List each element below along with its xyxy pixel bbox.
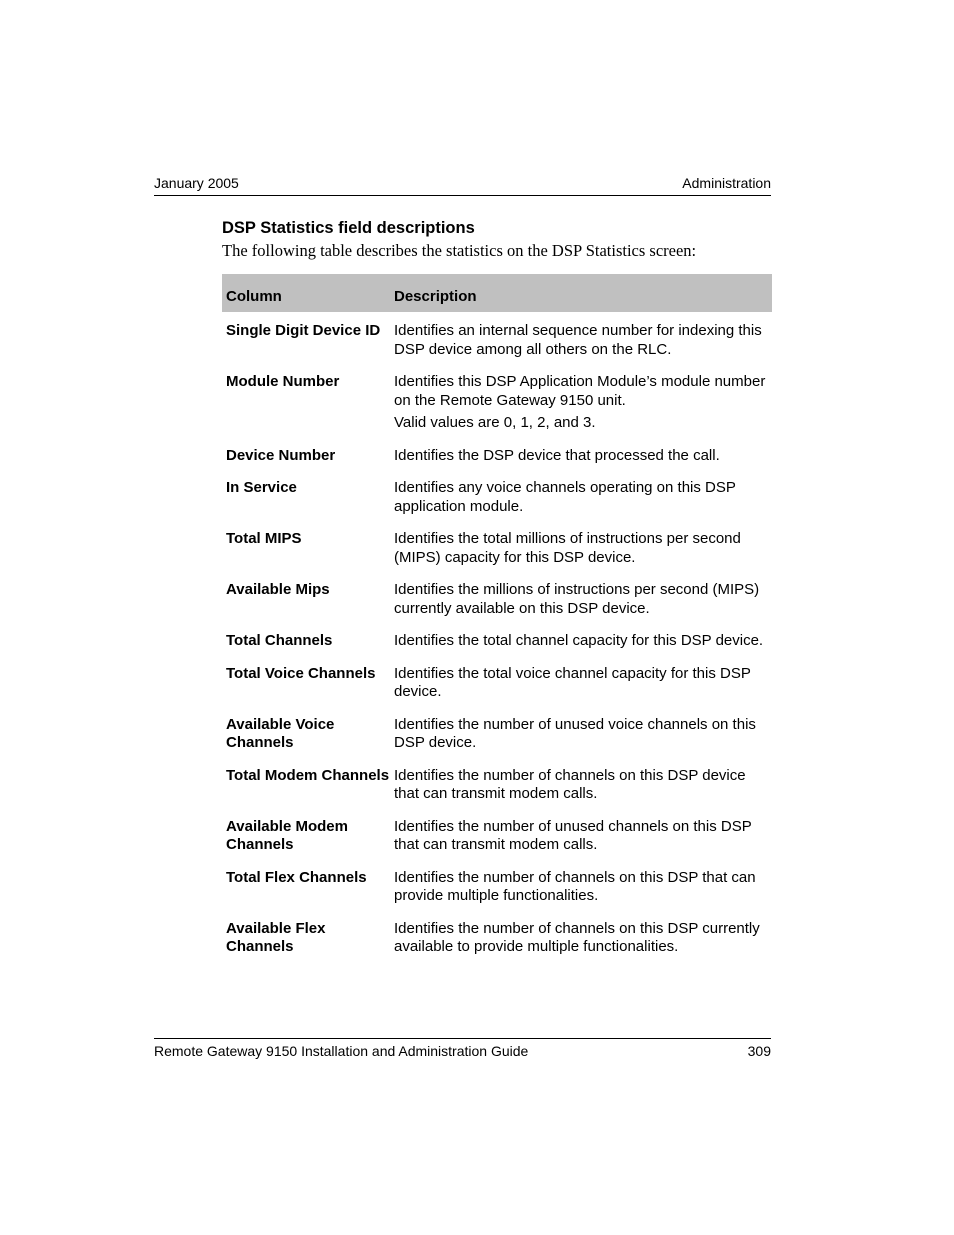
description-paragraph: Identifies the number of channels on this DSP device that can transmit modem calls. bbox=[394, 766, 746, 802]
table-body bbox=[222, 312, 772, 971]
footer-title: Remote Gateway 9150 Installation and Administration Guide bbox=[154, 1043, 529, 1059]
table-row bbox=[222, 322, 772, 373]
row-column-name: Single Digit Device ID bbox=[226, 322, 381, 339]
description-paragraph: Identifies this DSP Application Module’s module number on the Remote Gateway 9150 unit. bbox=[394, 373, 766, 409]
description-paragraph: Valid values are 0, 1, 2, and 3. bbox=[394, 414, 596, 431]
row-description bbox=[394, 322, 768, 359]
row-description bbox=[394, 447, 768, 466]
row-column-name: Available Flex Channels bbox=[226, 919, 326, 955]
table-row bbox=[222, 767, 772, 818]
table-row bbox=[222, 530, 772, 581]
table-row bbox=[222, 818, 772, 869]
description-paragraph: Identifies the number of channels on this DSP that can provide multiple functionalities. bbox=[394, 868, 756, 904]
row-description bbox=[394, 716, 768, 753]
row-column-name: Total Flex Channels bbox=[226, 868, 367, 886]
table-row bbox=[222, 581, 772, 632]
row-column-name: Total Channels bbox=[226, 632, 333, 649]
row-description bbox=[394, 632, 768, 651]
description-header: Description bbox=[394, 288, 477, 305]
row-description bbox=[394, 767, 768, 804]
table-row bbox=[222, 665, 772, 716]
row-column-name: Total Voice Channels bbox=[226, 664, 376, 682]
description-paragraph: Identifies the total channel capacity for this DSP device. bbox=[394, 632, 764, 649]
description-paragraph: Identifies the DSP device that processed the call. bbox=[394, 446, 720, 464]
table-row bbox=[222, 447, 772, 480]
row-description bbox=[394, 581, 768, 618]
table-row bbox=[222, 716, 772, 767]
intro-text: The following table describes the statistics on the DSP Statistics screen: bbox=[222, 241, 697, 260]
table-row bbox=[222, 373, 772, 447]
row-description bbox=[394, 530, 768, 567]
table-header bbox=[222, 274, 772, 312]
row-column-name: Available Mips bbox=[226, 581, 330, 598]
table-row bbox=[222, 479, 772, 530]
row-description bbox=[394, 920, 768, 957]
row-column-name: Module Number bbox=[226, 373, 340, 390]
description-paragraph: Identifies any voice channels operating on this DSP application module. bbox=[394, 479, 736, 515]
description-paragraph: Identifies the total voice channel capacity for this DSP device. bbox=[394, 664, 751, 700]
row-column-name: Available Voice Channels bbox=[226, 715, 335, 751]
description-paragraph: Identifies an internal sequence number for indexing this DSP device among all others on the RLC. bbox=[394, 322, 762, 358]
section-title: DSP Statistics field descriptions bbox=[222, 219, 475, 237]
row-description bbox=[394, 665, 768, 702]
page-footer bbox=[154, 1038, 771, 1059]
row-description bbox=[394, 373, 768, 433]
row-column-name: Device Number bbox=[226, 446, 336, 464]
page-number: 309 bbox=[747, 1043, 771, 1059]
table-row bbox=[222, 869, 772, 920]
table-row bbox=[222, 632, 772, 665]
header-date: January 2005 bbox=[154, 175, 239, 191]
row-column-name: In Service bbox=[226, 479, 297, 496]
description-paragraph: Identifies the number of unused voice channels on this DSP device. bbox=[394, 715, 756, 751]
description-paragraph: Identifies the number of unused channels on this DSP that can transmit modem calls. bbox=[394, 817, 752, 853]
row-column-name: Total MIPS bbox=[226, 530, 302, 547]
row-description bbox=[394, 869, 768, 906]
row-column-name: Available Modem Channels bbox=[226, 817, 348, 853]
header-section: Administration bbox=[682, 175, 771, 191]
row-description bbox=[394, 479, 768, 516]
column-header: Column bbox=[226, 288, 282, 305]
description-paragraph: Identifies the number of channels on this DSP currently available to provide multiple functionalities. bbox=[394, 919, 760, 955]
field-descriptions-table bbox=[222, 274, 772, 971]
row-column-name: Total Modem Channels bbox=[226, 766, 390, 784]
description-paragraph: Identifies the millions of instructions per second (MIPS) currently available on this DSP device. bbox=[394, 581, 760, 617]
table-row bbox=[222, 920, 772, 971]
page-header bbox=[154, 175, 771, 196]
description-paragraph: Identifies the total millions of instructions per second (MIPS) capacity for this DSP device. bbox=[394, 530, 741, 566]
row-description bbox=[394, 818, 768, 855]
